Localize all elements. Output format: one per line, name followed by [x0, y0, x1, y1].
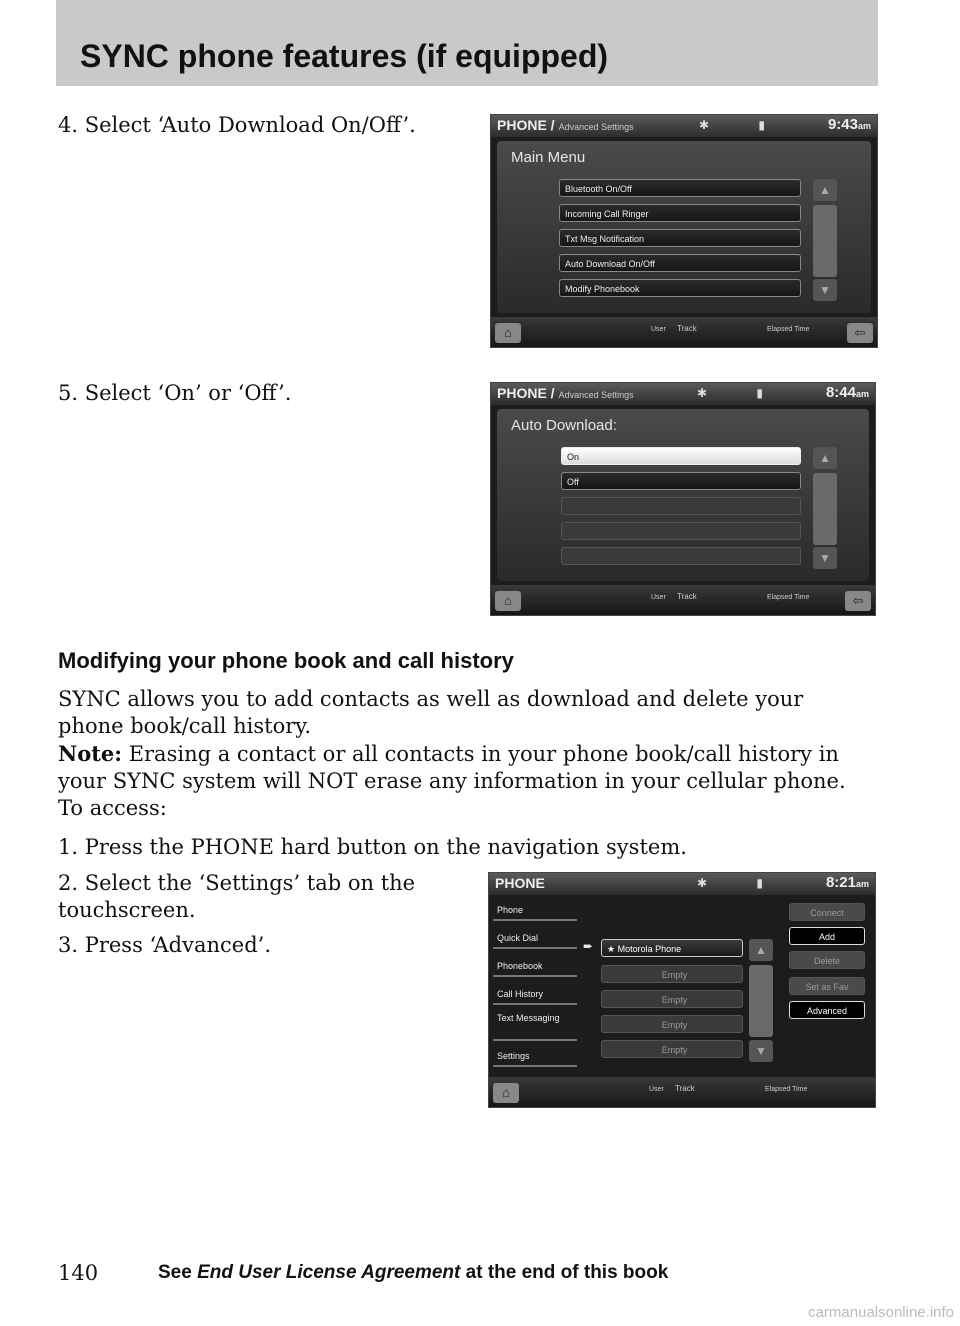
- screen-topbar: [489, 873, 875, 895]
- note-line: Note: Erasing a contact or all contacts in your phone book/call history in: [58, 741, 839, 766]
- note-line: your SYNC system will NOT erase any information in your cellular phone.: [58, 769, 846, 793]
- screen-clock: 8:44am: [825, 384, 869, 401]
- bottom-elapsed: Elapsed Time: [765, 1086, 808, 1093]
- signal-icon: ▮: [756, 386, 763, 400]
- option-on[interactable]: On: [561, 447, 801, 465]
- scroll-down-icon[interactable]: ▼: [813, 547, 837, 569]
- home-icon[interactable]: ⌂: [493, 1083, 519, 1103]
- bottom-track: Track: [677, 324, 697, 333]
- menu-item-bluetooth[interactable]: Bluetooth On/Off: [559, 179, 801, 197]
- back-icon[interactable]: ⇦: [845, 591, 871, 611]
- bottom-elapsed: Elapsed Time: [767, 594, 810, 601]
- set-as-fav-button[interactable]: Set as Fav: [789, 977, 865, 995]
- step-5-text: 5. Select ‘On’ or ‘Off’.: [58, 381, 292, 405]
- step-2-text-cont: touchscreen.: [58, 898, 196, 922]
- screen-breadcrumb: PHONE / Advanced Settings: [497, 117, 634, 133]
- menu-item-ringer[interactable]: Incoming Call Ringer: [559, 204, 801, 222]
- step-4-text: 4. Select ‘Auto Download On/Off’.: [58, 113, 416, 137]
- screenshot-auto-download: [490, 382, 876, 616]
- device-slot-2[interactable]: Empty: [601, 965, 743, 983]
- scroll-up-icon[interactable]: ▲: [813, 447, 837, 469]
- page-number: 140: [58, 1261, 99, 1285]
- screen-breadcrumb: PHONE: [495, 875, 545, 891]
- device-slot-4[interactable]: Empty: [601, 1015, 743, 1033]
- access-line: To access:: [58, 796, 167, 820]
- bottom-track: Track: [677, 592, 697, 601]
- bluetooth-icon: ✱: [698, 118, 709, 132]
- menu-panel: [497, 409, 869, 581]
- screen-topbar: [491, 115, 877, 137]
- tab-text-messaging[interactable]: Text Messaging: [493, 1013, 577, 1041]
- menu-item-txt-msg[interactable]: Txt Msg Notification: [559, 229, 801, 247]
- bottom-user: User: [649, 1086, 664, 1093]
- delete-button[interactable]: Delete: [789, 951, 865, 969]
- bottom-track: Track: [675, 1084, 695, 1093]
- screen-bottombar: [491, 317, 877, 347]
- tab-quick-dial[interactable]: Quick Dial: [493, 927, 577, 949]
- scroll-up-icon[interactable]: ▲: [749, 939, 773, 961]
- screen-clock: 8:21am: [825, 874, 869, 891]
- device-slot-3[interactable]: Empty: [601, 990, 743, 1008]
- page-header-title: SYNC phone features (if equipped): [80, 38, 609, 74]
- star-icon: ★: [607, 944, 618, 954]
- screen-topbar: [491, 383, 875, 405]
- device-slot-5[interactable]: Empty: [601, 1040, 743, 1058]
- step-3-text: 3. Press ‘Advanced’.: [58, 933, 272, 957]
- tab-phonebook[interactable]: Phonebook: [493, 955, 577, 977]
- scroll-down-icon[interactable]: ▼: [813, 279, 837, 301]
- screenshot-main-menu: [490, 114, 878, 348]
- connect-button[interactable]: Connect: [789, 903, 865, 921]
- footer-note: See End User License Agreement at the end of this book: [158, 1262, 669, 1283]
- header-bar: [56, 0, 878, 86]
- intro-line: SYNC allows you to add contacts as well as download and delete your: [58, 687, 804, 711]
- add-button[interactable]: Add: [789, 927, 865, 945]
- screen-breadcrumb: PHONE / Advanced Settings: [497, 385, 634, 401]
- panel-title: Main Menu: [511, 149, 586, 166]
- screen-bottombar: [491, 585, 875, 615]
- menu-panel: [497, 141, 871, 313]
- step-2-text: 2. Select the ‘Settings’ tab on the: [58, 871, 416, 895]
- note-label: Note:: [58, 741, 123, 766]
- step-1-text: 1. Press the PHONE hard button on the navigation system.: [58, 835, 687, 859]
- tab-call-history[interactable]: Call History: [493, 983, 577, 1005]
- empty-slot: [561, 522, 801, 540]
- menu-item-auto-download[interactable]: Auto Download On/Off: [559, 254, 801, 272]
- scrollbar[interactable]: [749, 965, 773, 1037]
- scrollbar[interactable]: [813, 205, 837, 277]
- tab-phone[interactable]: Phone: [493, 899, 577, 921]
- panel-title: Auto Download:: [511, 417, 617, 434]
- watermark: carmanualsonline.info: [808, 1304, 954, 1321]
- empty-slot: [561, 547, 801, 565]
- tab-settings[interactable]: Settings: [493, 1045, 577, 1067]
- option-off[interactable]: Off: [561, 472, 801, 490]
- scrollbar[interactable]: [813, 473, 837, 545]
- screen-clock: 9:43am: [827, 116, 871, 133]
- signal-icon: ▮: [758, 118, 765, 132]
- bottom-user: User: [651, 326, 666, 333]
- intro-paragraph: [58, 686, 888, 822]
- empty-slot: [561, 497, 801, 515]
- signal-icon: ▮: [756, 876, 763, 890]
- device-slot-1[interactable]: ★ Motorola Phone: [601, 939, 743, 957]
- home-icon[interactable]: ⌂: [495, 323, 521, 343]
- screen-bottombar: [489, 1077, 875, 1107]
- bluetooth-icon: ✱: [696, 386, 707, 400]
- back-icon[interactable]: ⇦: [847, 323, 873, 343]
- bluetooth-icon: ✱: [696, 876, 707, 890]
- scroll-down-icon[interactable]: ▼: [749, 1040, 773, 1062]
- intro-line: phone book/call history.: [58, 714, 312, 738]
- scroll-up-icon[interactable]: ▲: [813, 179, 837, 201]
- screenshot-phone-settings: [488, 872, 876, 1108]
- bottom-elapsed: Elapsed Time: [767, 326, 810, 333]
- selected-arrow-icon: ➨: [583, 939, 594, 953]
- advanced-button[interactable]: Advanced: [789, 1001, 865, 1019]
- menu-item-modify-phonebook[interactable]: Modify Phonebook: [559, 279, 801, 297]
- section-heading: Modifying your phone book and call history: [58, 648, 514, 673]
- bottom-user: User: [651, 594, 666, 601]
- home-icon[interactable]: ⌂: [495, 591, 521, 611]
